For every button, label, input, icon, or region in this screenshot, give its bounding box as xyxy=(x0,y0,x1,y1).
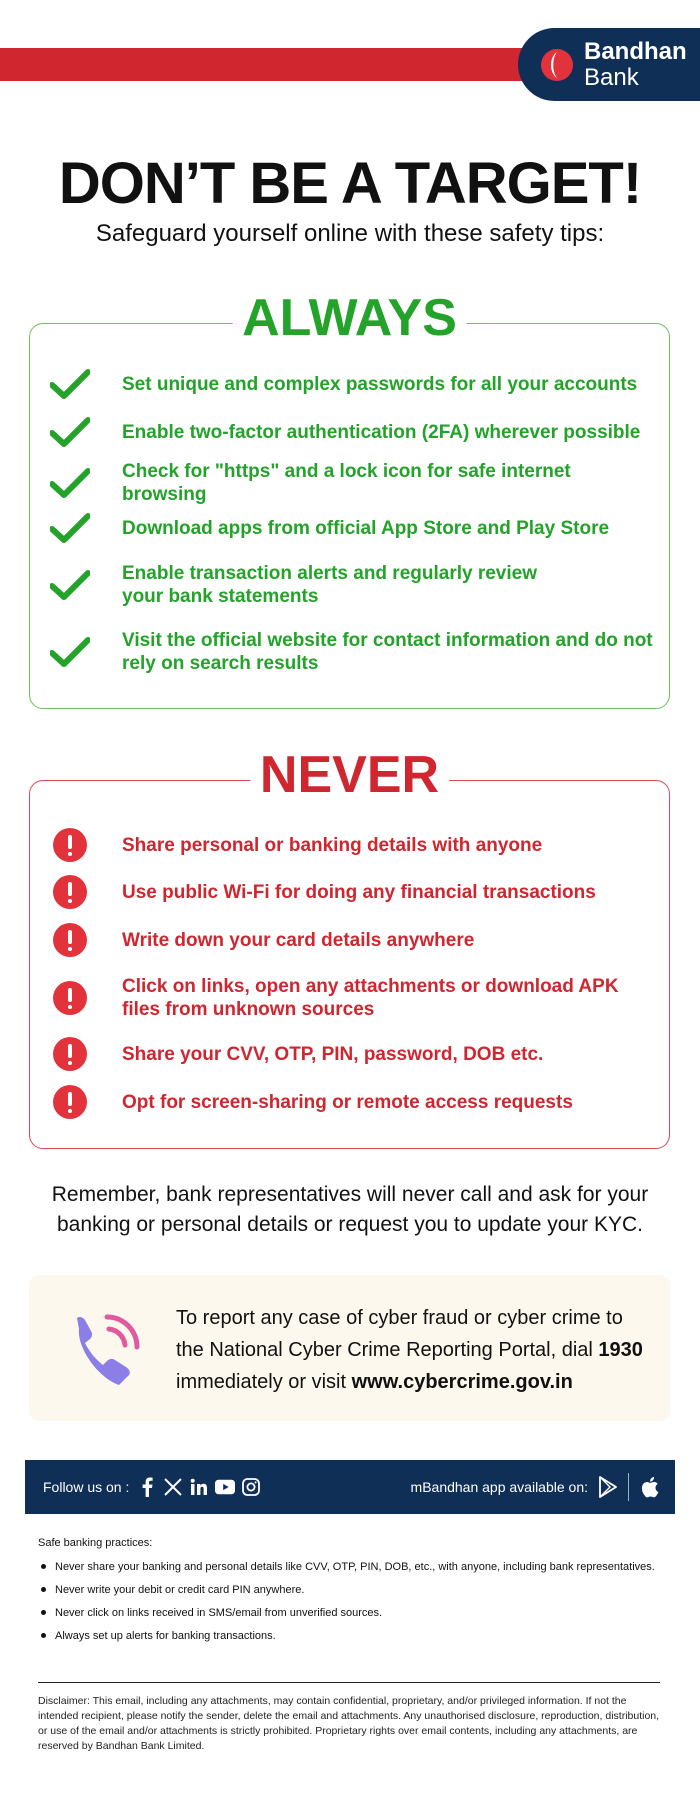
list-item: Never click on links received in SMS/email from unverified sources. xyxy=(38,1607,668,1619)
report-website-link[interactable]: www.cybercrime.gov.in xyxy=(351,1371,573,1393)
exclamation-icon xyxy=(50,1082,90,1122)
never-item xyxy=(50,1034,653,1074)
checkmark-icon xyxy=(50,565,90,605)
youtube-icon[interactable] xyxy=(215,1477,235,1497)
facebook-icon[interactable] xyxy=(137,1477,157,1497)
report-text xyxy=(176,1302,656,1398)
always-item xyxy=(50,364,653,404)
never-panel xyxy=(29,746,670,1149)
never-heading: NEVER xyxy=(250,745,449,805)
x-icon[interactable] xyxy=(163,1477,183,1497)
checkmark-icon xyxy=(50,364,90,404)
never-item-text: Click on links, open any attachments or download APK files from unknown sources xyxy=(122,976,619,1020)
never-item xyxy=(50,920,653,960)
never-item xyxy=(50,825,653,865)
app-store-links xyxy=(596,1473,661,1501)
always-item-text: Enable transaction alerts and regularly review your bank statements xyxy=(122,563,537,607)
always-panel xyxy=(29,289,670,709)
safe-banking-practices xyxy=(38,1537,668,1653)
always-item xyxy=(50,629,653,675)
exclamation-icon xyxy=(50,1034,90,1074)
practices-list xyxy=(38,1561,668,1642)
list-item: Never write your debit or credit card PIN anywhere. xyxy=(38,1584,668,1596)
checkmark-icon xyxy=(50,463,90,503)
never-item-text: Opt for screen-sharing or remote access requests xyxy=(122,1091,573,1113)
exclamation-icon xyxy=(50,872,90,912)
list-item: Never share your banking and personal details like CVV, OTP, PIN, DOB, etc., with anyone, including bank representatives. xyxy=(38,1561,668,1573)
apple-icon[interactable] xyxy=(637,1475,661,1499)
never-item xyxy=(50,1082,653,1122)
always-item-text: Check for "https" and a lock icon for safe internet browsing xyxy=(122,461,571,505)
never-item xyxy=(50,975,653,1021)
remember-note: Remember, bank representatives will never call and ask for your banking or personal details or request you to update your KYC. xyxy=(51,1183,649,1236)
page-subtitle: Safeguard yourself online with these safety tips: xyxy=(95,220,605,247)
always-item-text: Visit the official website for contact information and do not rely on search results xyxy=(122,630,653,674)
report-text-part1: To report any case of cyber fraud or cyber crime to the National Cyber Crime Reporting Portal, dial xyxy=(176,1307,623,1361)
exclamation-icon xyxy=(50,825,90,865)
report-text-part2: immediately or visit xyxy=(176,1371,352,1393)
disclaimer-divider xyxy=(38,1682,660,1683)
practices-title: Safe banking practices: xyxy=(38,1537,153,1549)
play-store-icon[interactable] xyxy=(596,1475,620,1499)
app-icons-divider xyxy=(628,1473,629,1501)
list-item: Always set up alerts for banking transactions. xyxy=(38,1630,668,1642)
always-item xyxy=(50,562,579,608)
always-heading: ALWAYS xyxy=(232,288,467,348)
bandhan-bank-logo[interactable] xyxy=(518,28,700,101)
always-item xyxy=(50,460,653,506)
checkmark-icon xyxy=(50,412,90,452)
never-item xyxy=(50,872,653,912)
exclamation-icon xyxy=(50,978,90,1018)
page-title: DON’T BE A TARGET! xyxy=(58,151,642,216)
disclaimer-text: Disclaimer: This email, including any attachments, may contain confidential, proprietary, and/or privileged information. If not the intended recipient, please notify the sender, delete the email and attachments. Any unauthorised disclosure, reproduction, distribution, or use of the email and/or attachments is strictly prohibited. Proprietary rights over email contents, including any attachments, are reserved by Bandhan Bank Limited. xyxy=(38,1695,660,1752)
social-links xyxy=(137,1477,261,1497)
app-available-label: mBandhan app available on: xyxy=(410,1479,588,1495)
never-item-text: Share your CVV, OTP, PIN, password, DOB etc. xyxy=(122,1043,544,1065)
exclamation-icon xyxy=(50,920,90,960)
never-item-text: Use public Wi-Fi for doing any financial transactions xyxy=(122,881,596,903)
logo-text xyxy=(584,39,687,91)
never-item-text: Write down your card details anywhere xyxy=(122,929,475,951)
linkedin-icon[interactable] xyxy=(189,1477,209,1497)
always-item-text: Download apps from official App Store and Play Store xyxy=(122,517,610,539)
report-helpline-number[interactable]: 1930 xyxy=(598,1339,643,1361)
always-item xyxy=(50,412,653,452)
bandhan-logo-mark-icon xyxy=(540,48,574,82)
always-item-text: Set unique and complex passwords for all your accounts xyxy=(122,373,638,395)
footer-bar xyxy=(25,1460,675,1514)
checkmark-icon xyxy=(50,508,90,548)
follow-label: Follow us on : xyxy=(43,1479,130,1495)
logo-name-line1: Bandhan xyxy=(584,37,687,65)
report-panel xyxy=(29,1275,670,1421)
never-item-text: Share personal or banking details with anyone xyxy=(122,834,543,856)
checkmark-icon xyxy=(50,632,90,672)
header-red-bar xyxy=(0,48,540,81)
always-item-text: Enable two-factor authentication (2FA) wherever possible xyxy=(122,421,641,443)
always-item xyxy=(50,508,653,548)
logo-name-line2: Bank xyxy=(584,63,639,91)
instagram-icon[interactable] xyxy=(241,1477,261,1497)
phone-ringing-icon xyxy=(57,1299,157,1399)
